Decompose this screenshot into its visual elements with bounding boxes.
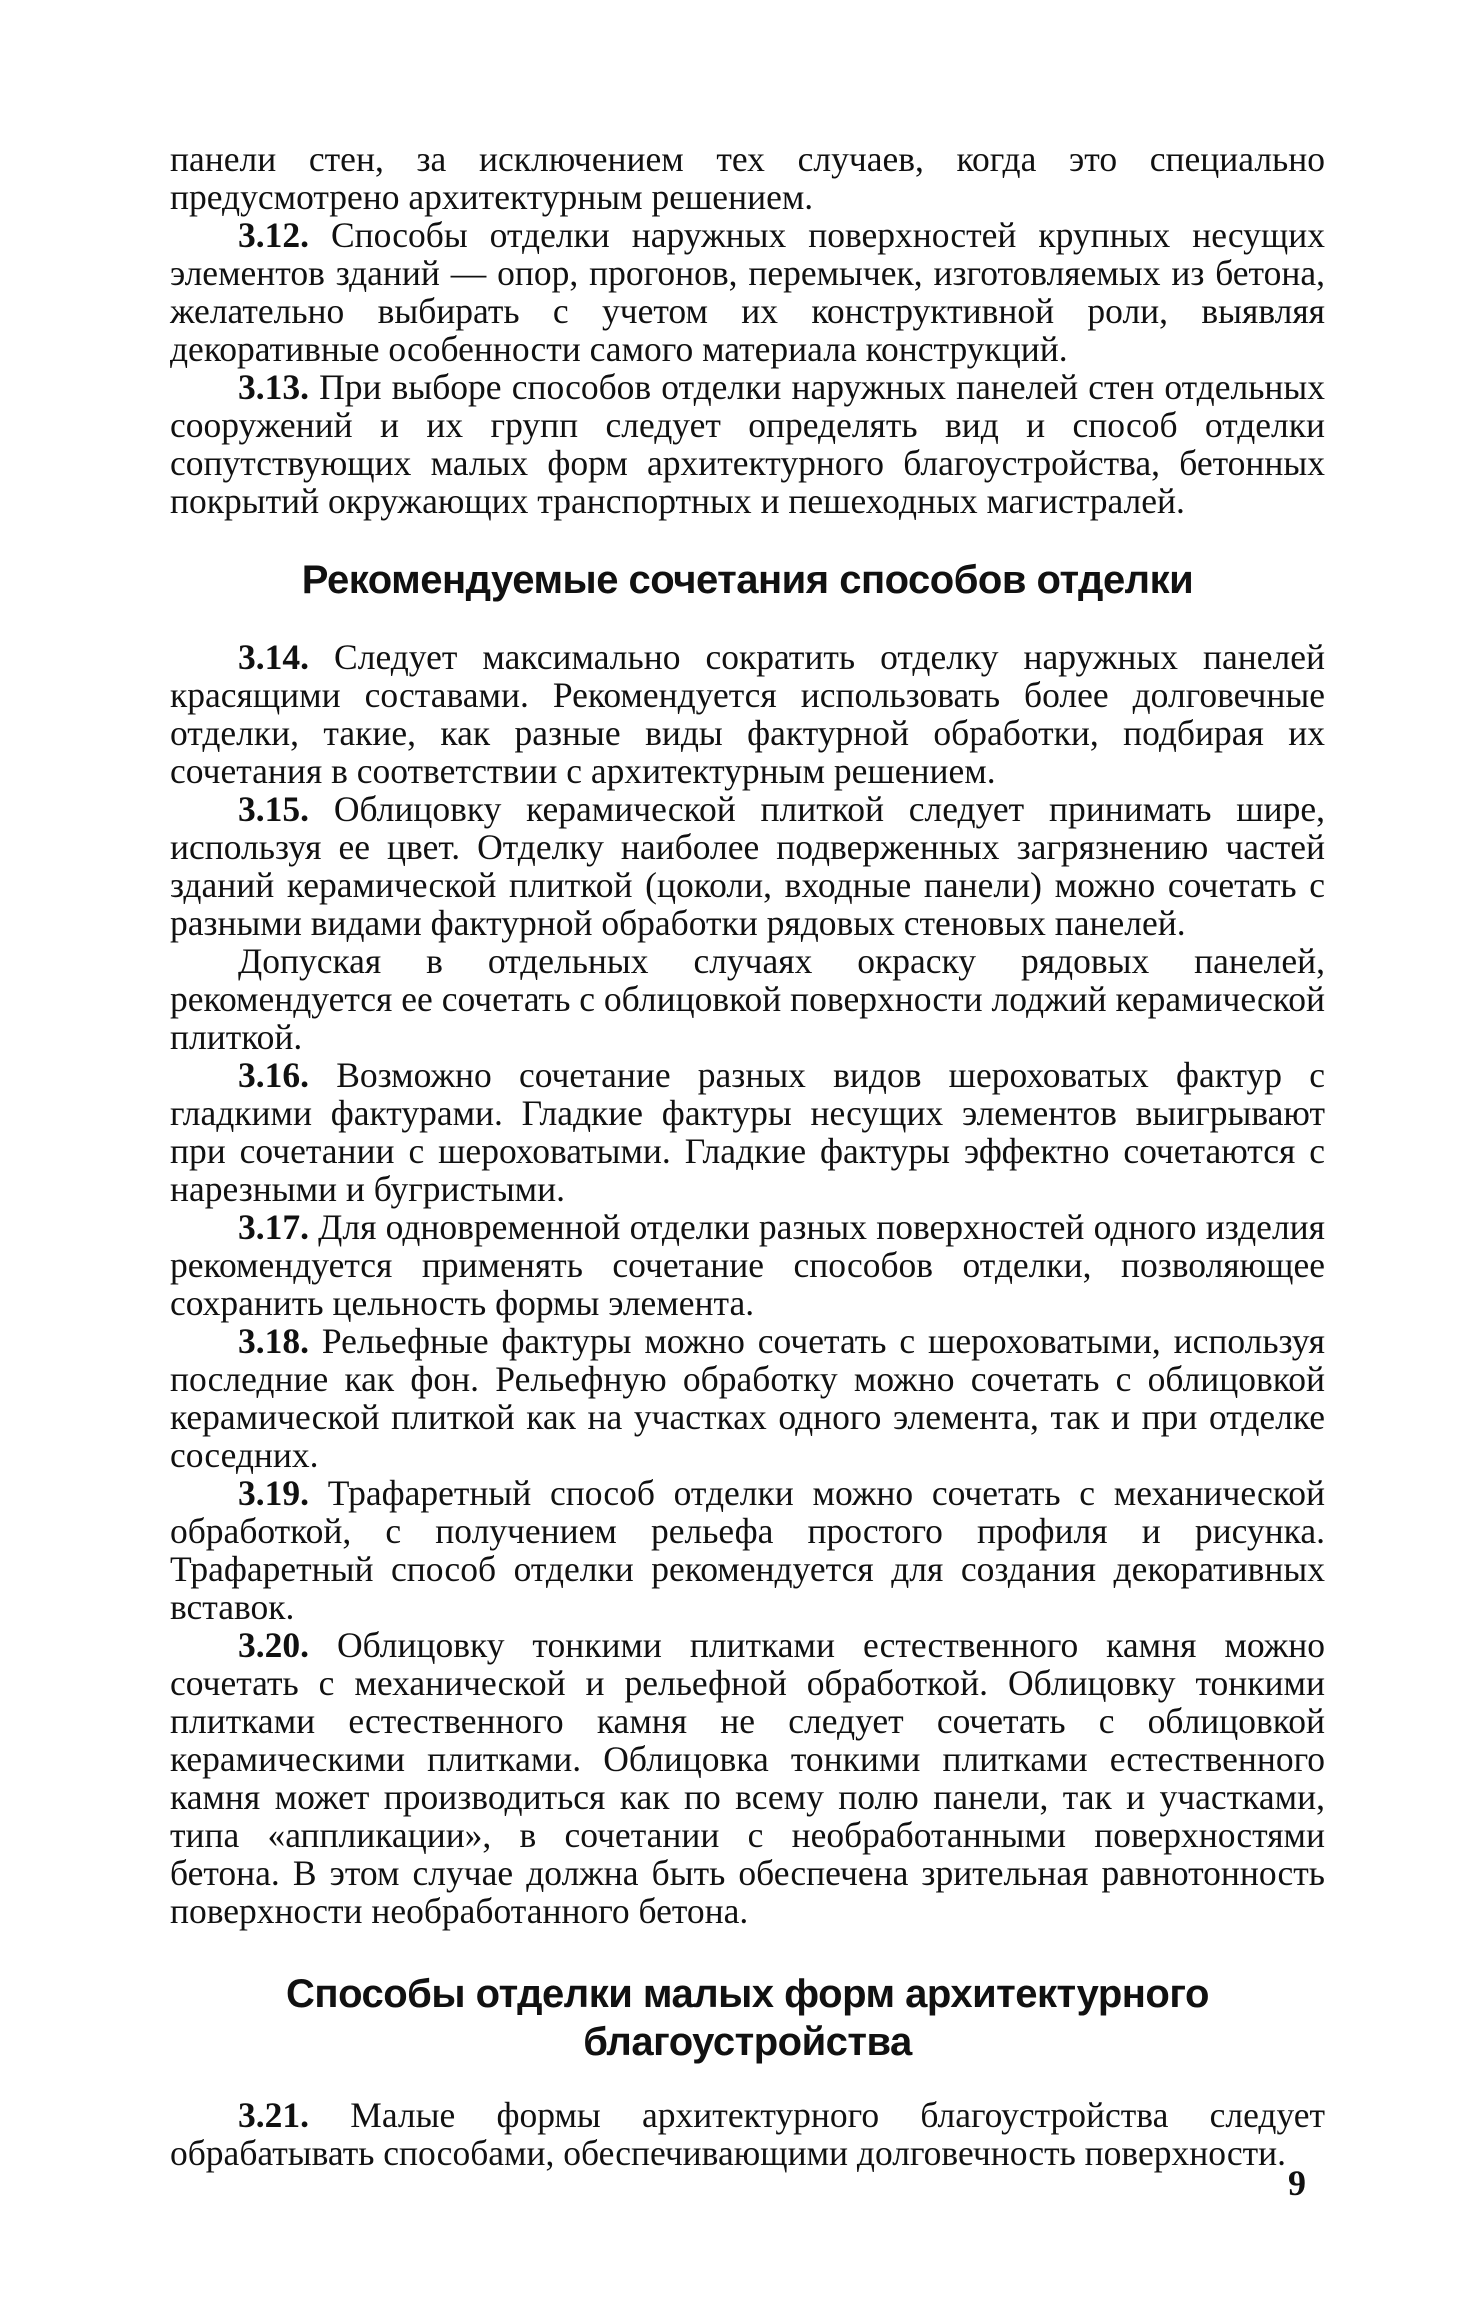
paragraph-continuation: панели стен, за исключением тех случаев, когда это специально предусмотрено архитектурным решением. [170, 139, 1325, 217]
section-heading-small-forms: Способы отделки малых форм архитектурного благоустройства [286, 1972, 1209, 2064]
clause-text: Облицовку тонкими плитками естественного камня можно сочетать с механической и рельефной обработкой. Облицовку тонкими плитками естественного камня не следует сочетать с облицовкой керамическими плитками. Облицовка тонкими плитками естественного камня может производиться как по всему полю панели, так и участками, типа «аппликации», в сочетании с необработанными поверхностями бетона. В этом случае должна быть обеспечена зрительная равнотонность поверхности необработанного бетона. [170, 1625, 1325, 1931]
clause-text: Малые формы архитектурного благоустройства следует обрабатывать способами, обеспечивающими долговечность поверхности. [170, 2095, 1325, 2173]
paragraph-3-16 [170, 1056, 1325, 1208]
clause-text: Возможно сочетание разных видов шероховатых фактур с гладкими фактурами. Гладкие фактуры несущих элементов выигрывают при сочетании с шероховатыми. Гладкие фактуры эффектно сочетаются с нарезными и бугристыми. [170, 1055, 1325, 1209]
section-heading-combinations: Рекомендуемые сочетания способов отделки [301, 558, 1194, 602]
paragraph-3-18 [170, 1322, 1325, 1474]
paragraph-3-13 [170, 368, 1325, 520]
clause-number: 3.12. [238, 215, 309, 255]
page-number: 9 [1288, 2163, 1306, 2203]
clause-text: При выборе способов отделки наружных панелей стен отдельных сооружений и их групп следует определять вид и способ отделки сопутствующих малых форм архитектурного благоустройства, бетонных покрытий окружающих транспортных и пешеходных магистралей. [170, 367, 1325, 521]
paragraph-3-19 [170, 1474, 1325, 1626]
paragraph-3-20 [170, 1626, 1325, 1930]
clause-number: 3.15. [238, 789, 309, 829]
clause-text: Следует максимально сократить отделку наружных панелей красящими составами. Рекомендуется использовать более долговечные отделки, такие, как разные виды фактурной обработки, подбирая их сочетания в соответствии с архитектурным решением. [170, 637, 1325, 791]
paragraph-3-15-continued: Допуская в отдельных случаях окраску рядовых панелей, рекомендуется ее сочетать с облицовкой поверхности лоджий керамической плиткой. [170, 941, 1325, 1057]
clause-number: 3.17. [238, 1207, 309, 1247]
clause-number: 3.14. [238, 637, 309, 677]
paragraph-3-12 [170, 216, 1325, 368]
clause-text: Трафаретный способ отделки можно сочетать с механической обработкой, с получением рельефа простого профиля и рисунка. Трафаретный способ отделки рекомендуется для создания декоративных вставок. [170, 1473, 1325, 1627]
clause-number: 3.16. [238, 1055, 309, 1095]
paragraph-3-14 [170, 638, 1325, 790]
clause-text: Облицовку керамической плиткой следует принимать шире, используя ее цвет. Отделку наиболее подверженных загрязнению частей зданий керамической плиткой (цоколи, входные панели) можно сочетать с разными видами фактурной обработки рядовых стеновых панелей. [170, 789, 1325, 943]
clause-number: 3.13. [238, 367, 309, 407]
paragraph-3-17 [170, 1208, 1325, 1322]
clause-number: 3.20. [238, 1625, 309, 1665]
clause-text: Способы отделки наружных поверхностей крупных несущих элементов зданий — опор, прогонов, перемычек, изготовляемых из бетона, желательно выбирать с учетом их конструктивной роли, выявляя декоративные особенности самого материала конструкций. [170, 215, 1325, 369]
page-body [170, 140, 1325, 2172]
paragraph-3-15 [170, 790, 1325, 942]
clause-text: Для одновременной отделки разных поверхностей одного изделия рекомендуется применять сочетание способов отделки, позволяющее сохранить цельность формы элемента. [170, 1207, 1325, 1323]
clause-text: Рельефные фактуры можно сочетать с шероховатыми, используя последние как фон. Рельефную обработку можно сочетать с облицовкой керамической плиткой как на участках одного элемента, так и при отделке соседних. [170, 1321, 1325, 1475]
clause-number: 3.18. [238, 1321, 309, 1361]
clause-number: 3.21. [238, 2095, 309, 2135]
clause-number: 3.19. [238, 1473, 309, 1513]
paragraph-3-21 [170, 2096, 1325, 2172]
